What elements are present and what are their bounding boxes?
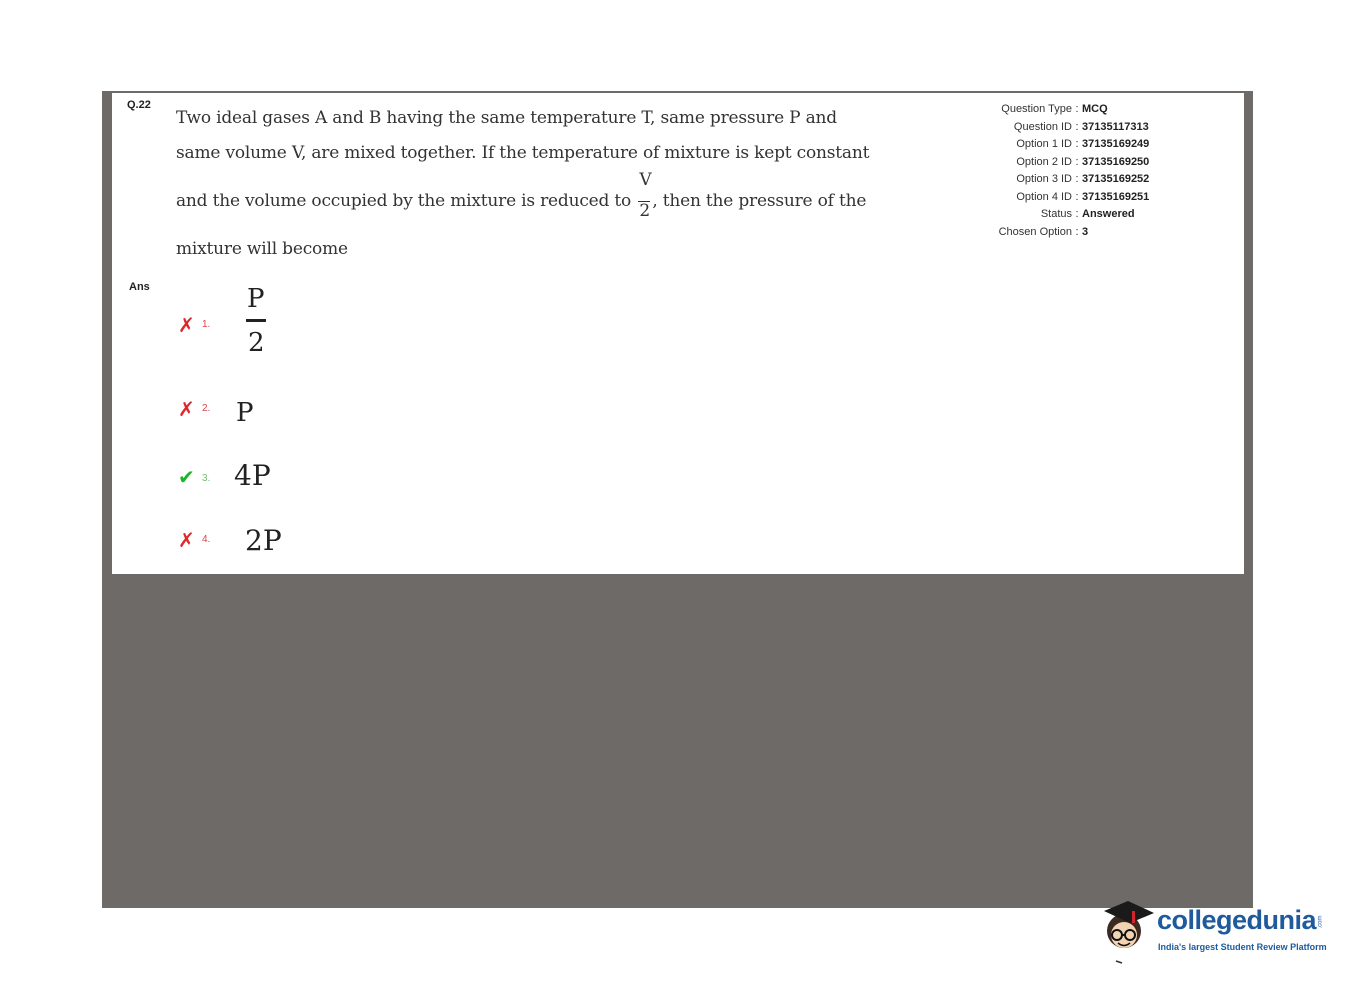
meta-value: Answered bbox=[1082, 208, 1135, 220]
meta-value: 37135117313 bbox=[1082, 120, 1149, 133]
meta-row: Option 3 ID : 37135169252 bbox=[940, 173, 1180, 191]
meta-value: 37135169252 bbox=[1082, 173, 1150, 185]
logo-tagline: India's largest Student Review Platform bbox=[1158, 942, 1327, 952]
meta-key: Option 3 ID bbox=[1016, 173, 1072, 185]
answer-label: Ans bbox=[129, 281, 150, 293]
fraction-numerator: V bbox=[639, 169, 652, 190]
meta-row: Question Type : MCQ bbox=[940, 103, 1180, 121]
question-line-1: Two ideal gases A and B having the same temperature T, same pressure P and bbox=[176, 108, 837, 128]
collegedunia-logo bbox=[1096, 893, 1326, 965]
correct-check-icon: ✔ bbox=[178, 465, 195, 489]
meta-row: Option 4 ID : 37135169251 bbox=[940, 191, 1180, 209]
wrong-cross-icon: ✗ bbox=[178, 397, 195, 421]
wrong-cross-icon: ✗ bbox=[178, 313, 195, 337]
meta-key: Question ID bbox=[1013, 120, 1072, 133]
option-4-text: 2P bbox=[245, 524, 282, 557]
meta-key: Question Type bbox=[1001, 103, 1072, 115]
fraction-v-over-2 bbox=[637, 169, 652, 221]
option-2-number: 2. bbox=[202, 403, 211, 414]
question-line-4: mixture will become bbox=[176, 239, 348, 259]
meta-value: 37135169251 bbox=[1082, 190, 1150, 203]
logo-wordmark: collegedunia bbox=[1157, 905, 1317, 935]
question-line-3-end: , then the pressure of the bbox=[652, 191, 867, 211]
question-line-3 bbox=[176, 169, 867, 221]
meta-key: Chosen Option bbox=[998, 225, 1072, 238]
option-3-text: 4P bbox=[234, 459, 271, 492]
meta-row: Chosen Option : 3 bbox=[940, 226, 1180, 244]
question-number: Q.22 bbox=[127, 99, 151, 111]
option-1-fraction bbox=[246, 284, 268, 360]
meta-key: Option 2 ID bbox=[1016, 155, 1072, 168]
meta-key: Status bbox=[1040, 208, 1072, 220]
meta-row: Status : Answered bbox=[940, 208, 1180, 226]
meta-key: Option 1 ID bbox=[1016, 138, 1072, 150]
fraction-denominator: 2 bbox=[639, 200, 650, 221]
option-1-number: 1. bbox=[202, 319, 211, 330]
meta-value: 37135169250 bbox=[1082, 155, 1150, 168]
logo-suffix: .com bbox=[1317, 915, 1324, 929]
question-meta bbox=[940, 103, 1180, 243]
meta-key: Option 4 ID bbox=[1016, 190, 1072, 203]
meta-value: 3 bbox=[1082, 225, 1089, 238]
meta-value: 37135169249 bbox=[1082, 138, 1150, 150]
option-3-number: 3. bbox=[202, 473, 211, 484]
option-4-number: 4. bbox=[202, 534, 211, 545]
question-line-3-start: and the volume occupied by the mixture is reduced to bbox=[176, 191, 632, 211]
meta-row: Option 2 ID : 37135169250 bbox=[940, 156, 1180, 174]
option-1-fraction-bar bbox=[246, 319, 266, 322]
meta-value: MCQ bbox=[1082, 103, 1108, 115]
option-2-text: P bbox=[236, 398, 254, 428]
option-1-numerator: P bbox=[247, 284, 265, 314]
mascot-graduation-cap-icon bbox=[1096, 893, 1156, 965]
meta-row: Option 1 ID : 37135169249 bbox=[940, 138, 1180, 156]
question-line-2: same volume V, are mixed together. If the temperature of mixture is kept constant bbox=[176, 143, 870, 163]
wrong-cross-icon: ✗ bbox=[178, 528, 195, 552]
option-1-denominator: 2 bbox=[248, 328, 265, 358]
meta-row: Question ID : 37135117313 bbox=[940, 121, 1180, 139]
